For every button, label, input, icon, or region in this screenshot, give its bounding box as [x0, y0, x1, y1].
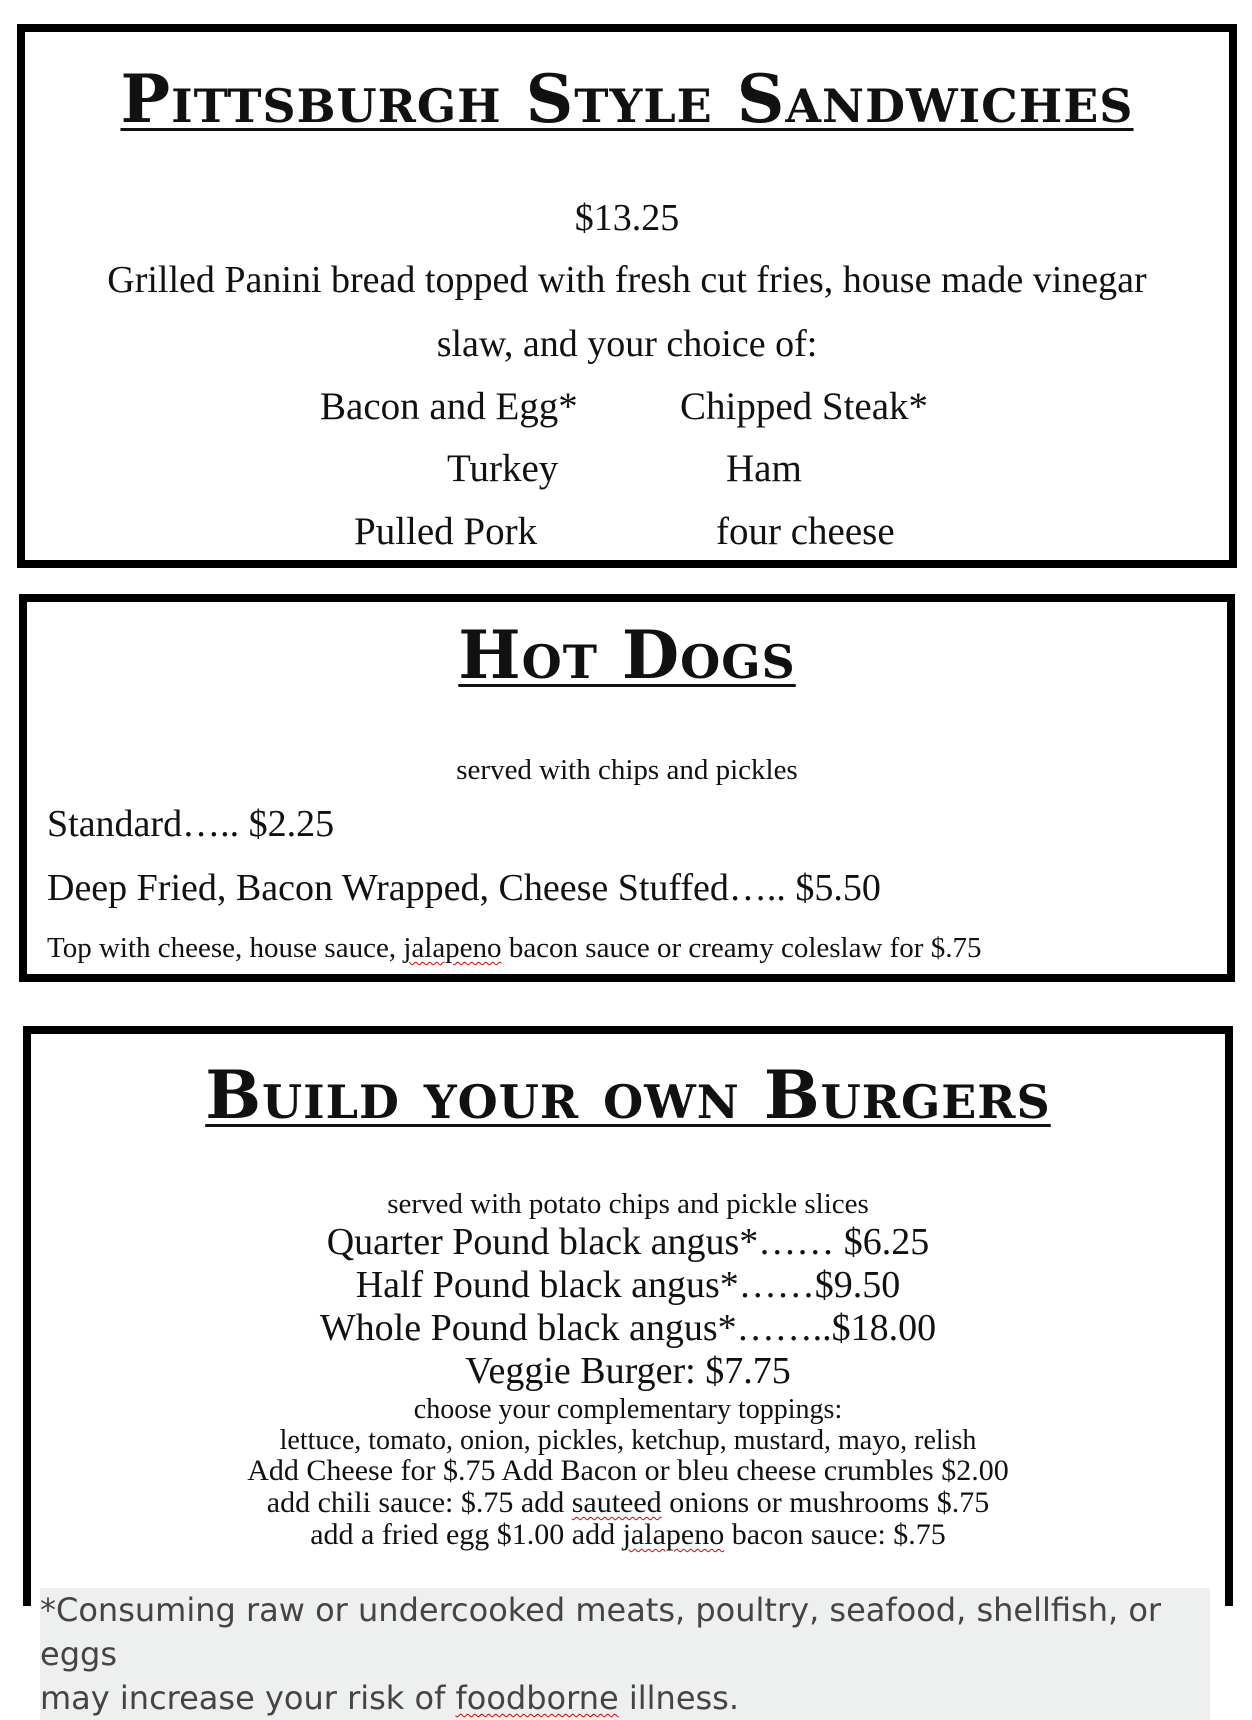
addon3-flagged-word: jalapeno — [622, 1518, 725, 1551]
footnote-line2-suffix: illness. — [618, 1679, 740, 1717]
hotdog-toppings-suffix: bacon sauce or creamy coleslaw for $.75 — [501, 932, 982, 964]
addon3-prefix: add a fried egg $1.00 add — [310, 1518, 623, 1551]
footnote-flagged-word: foodborne — [455, 1679, 619, 1717]
burgers-title: Build your own Burgers — [205, 1056, 1051, 1134]
footnote-line2 — [40, 1676, 1210, 1720]
sandwich-option-turkey: Turkey — [447, 447, 559, 490]
sandwiches-title: Pittsburgh Style Sandwiches — [120, 60, 1134, 138]
burgers-toppings-list: lettuce, tomato, onion, pickles, ketchup, mustard, mayo, relish — [279, 1425, 977, 1456]
sandwich-option-bacon-egg: Bacon and Egg* — [320, 385, 578, 428]
addon3-suffix: bacon sauce: $.75 — [724, 1518, 946, 1551]
sandwich-option-pulled-pork: Pulled Pork — [354, 510, 538, 553]
hotdog-toppings-prefix: Top with cheese, house sauce, — [47, 932, 404, 964]
burgers-subtitle: served with potato chips and pickle slices — [387, 1188, 869, 1220]
hotdog-toppings-flagged-word: jalapeno — [403, 932, 502, 964]
sandwich-option-chipped-steak: Chipped Steak* — [680, 385, 929, 428]
burger-item-half: Half Pound black angus*……$9.50 — [355, 1264, 901, 1306]
addon2-flagged-word: sauteed — [571, 1486, 662, 1519]
food-safety-footnote — [40, 1588, 1210, 1720]
burger-item-whole: Whole Pound black angus*……..$18.00 — [319, 1307, 937, 1349]
hotdogs-section — [19, 594, 1235, 982]
hotdog-toppings — [47, 932, 981, 965]
sandwiches-description-line1: Grilled Panini bread topped with fresh cut fries, house made vinegar — [107, 259, 1147, 301]
addon2-prefix: add chili sauce: $.75 add — [266, 1486, 572, 1519]
burgers-section — [23, 1026, 1233, 1606]
burgers-toppings-heading: choose your complementary toppings: — [413, 1394, 843, 1425]
hotdog-item-deep-fried: Deep Fried, Bacon Wrapped, Cheese Stuffed….. $5.50 — [47, 867, 881, 909]
footnote-line2-prefix: may increase your risk of — [40, 1679, 456, 1717]
hotdogs-subtitle: served with chips and pickles — [456, 754, 798, 786]
sandwiches-price: $13.25 — [574, 197, 680, 239]
sandwiches-description-line2: slaw, and your choice of: — [436, 323, 818, 365]
burger-item-quarter: Quarter Pound black angus*…… $6.25 — [326, 1221, 930, 1263]
sandwich-option-ham: Ham — [726, 447, 802, 490]
burgers-addon-chili-onions — [31, 1486, 1225, 1520]
addon2-suffix: onions or mushrooms $.75 — [661, 1486, 990, 1519]
hotdog-item-standard: Standard….. $2.25 — [47, 803, 335, 845]
sandwiches-section — [17, 24, 1237, 568]
footnote-line1: *Consuming raw or undercooked meats, poultry, seafood, shellfish, or eggs — [40, 1591, 1162, 1673]
burgers-addon-egg-jalapeno — [31, 1518, 1225, 1552]
sandwich-option-four-cheese: four cheese — [716, 510, 895, 553]
burgers-addon-cheese-bacon: Add Cheese for $.75 Add Bacon or bleu cheese crumbles $2.00 — [247, 1454, 1009, 1487]
hotdogs-title: Hot Dogs — [458, 616, 796, 694]
burger-item-veggie: Veggie Burger: $7.75 — [465, 1350, 791, 1392]
